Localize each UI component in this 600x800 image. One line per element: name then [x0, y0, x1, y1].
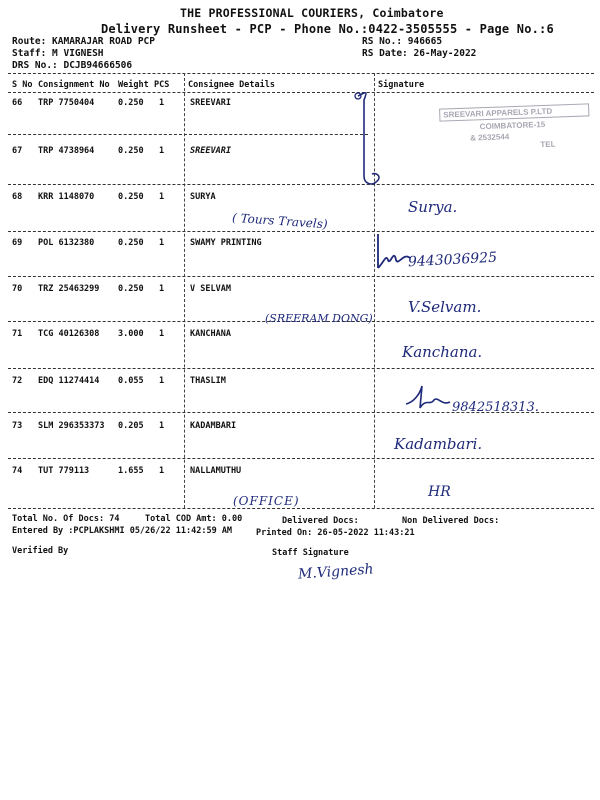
row-consignee: V SELVAM — [190, 284, 231, 294]
verified-by-label: Verified By — [12, 546, 69, 556]
row-consignment-no: TCG 40126308 — [38, 329, 100, 339]
total-docs: Total No. Of Docs: 74 — [12, 514, 120, 524]
row-consignee: SWAMY PRINTING — [190, 238, 262, 248]
row-pcs: 1 — [159, 466, 165, 476]
col-header-signature: Signature — [378, 80, 425, 90]
row-consignee: NALLAMUTHU — [190, 466, 242, 476]
handwritten-signature: V.Selvam. — [408, 298, 482, 316]
signature-bracket — [352, 86, 392, 192]
col-header-consignee: Consignee Details — [188, 80, 275, 90]
row-pcs: 1 — [159, 376, 165, 386]
rs-date: RS Date: 26-May-2022 — [362, 48, 477, 59]
staff-signature-label: Staff Signature — [272, 548, 349, 558]
col-header-weight: Weight — [118, 80, 149, 90]
row-rule — [8, 184, 594, 185]
row-consignment-no: EDQ 11274414 — [38, 376, 100, 386]
row-sno: 68 — [12, 192, 23, 202]
row-pcs: 1 — [159, 421, 165, 431]
handwritten-phone: 9842518313. — [452, 400, 539, 415]
row-sno: 66 — [12, 98, 23, 108]
stamp-line: TEL — [540, 139, 556, 150]
row-rule — [8, 231, 594, 232]
staff-signature: M.Vignesh — [297, 561, 375, 583]
stamp-line: SREEVARI APPARELS P.LTD — [439, 103, 589, 121]
stamp-line: COIMBATORE-15 — [479, 119, 546, 132]
handwritten-signature: HR — [428, 484, 451, 500]
row-consignment-no: TRZ 25463299 — [38, 284, 100, 294]
row-consignee: KANCHANA — [190, 329, 231, 339]
row-rule — [8, 458, 594, 459]
runsheet-subtitle: Delivery Runsheet - PCP - Phone No.:0422-3505555 - Page No.:6 — [101, 22, 554, 36]
staff-label: Staff: M VIGNESH — [12, 48, 104, 59]
row-rule — [8, 276, 594, 277]
row-consignment-no: POL 6132380 — [38, 238, 95, 248]
handwritten-note: (SREERAM DONG) — [265, 312, 373, 325]
col-header-pcs: PCS — [154, 80, 170, 90]
row-weight: 0.250 — [118, 146, 144, 156]
row-consignment-no: KRR 1148070 — [38, 192, 95, 202]
row-consignment-no: TUT 779113 — [38, 466, 90, 476]
row-sno: 70 — [12, 284, 23, 294]
handwritten-note: (OFFICE) — [233, 494, 300, 508]
row-pcs: 1 — [159, 284, 165, 294]
row-sno: 67 — [12, 146, 23, 156]
handwritten-signature: Surya. — [408, 198, 458, 216]
row-sno: 69 — [12, 238, 23, 248]
col-header-sno: S No — [12, 80, 33, 90]
handwritten-note: ( Tours Travels) — [231, 210, 329, 232]
handwritten-phone: 9443036925 — [407, 249, 498, 271]
total-cod: Total COD Amt: 0.00 — [145, 514, 243, 524]
route-label: Route: KAMARAJAR ROAD PCP — [12, 36, 155, 47]
row-sno: 73 — [12, 421, 23, 431]
non-delivered-docs: Non Delivered Docs: — [402, 516, 500, 526]
row-pcs: 1 — [159, 98, 165, 108]
row-sno: 72 — [12, 376, 23, 386]
handwritten-signature: Kanchana. — [402, 343, 483, 361]
row-consignee: THASLIM — [190, 376, 226, 386]
handwritten-scribble — [404, 384, 452, 414]
row-pcs: 1 — [159, 238, 165, 248]
row-consignment-no: TRP 7750404 — [38, 98, 95, 108]
table-top-rule — [8, 73, 594, 74]
rs-number: RS No.: 946665 — [362, 36, 443, 47]
row-consignee: KADAMBARI — [190, 421, 237, 431]
row-weight: 0.250 — [118, 284, 144, 294]
stamp-line: & 2532544 — [469, 132, 510, 143]
row-weight: 0.250 — [118, 238, 144, 248]
row-consignment-no: SLM 296353373 — [38, 421, 105, 431]
entered-by: Entered By :PCPLAKSHMI 05/26/22 11:42:59 AM — [12, 526, 233, 536]
delivered-docs: Delivered Docs: — [282, 516, 359, 526]
drs-number: DRS No.: DCJB94666506 — [12, 60, 133, 71]
row-sno: 74 — [12, 466, 23, 476]
row-sno: 71 — [12, 329, 23, 339]
row-consignee: SREEVARI — [190, 146, 231, 156]
col-header-consignment: Consignment No — [38, 80, 110, 90]
row-weight: 3.000 — [118, 329, 144, 339]
company-title: THE PROFESSIONAL COURIERS, Coimbatore — [180, 6, 444, 20]
row-consignee: SURYA — [190, 192, 216, 202]
row-weight: 0.055 — [118, 376, 144, 386]
row-weight: 1.655 — [118, 466, 144, 476]
printed-on: Printed On: 26-05-2022 11:43:21 — [256, 528, 415, 538]
row-pcs: 1 — [159, 192, 165, 202]
row-weight: 0.250 — [118, 192, 144, 202]
row-weight: 0.250 — [118, 98, 144, 108]
row-rule — [8, 134, 368, 135]
table-bottom-rule — [8, 508, 594, 509]
row-pcs: 1 — [159, 329, 165, 339]
table-header-rule — [8, 92, 594, 93]
column-divider-left — [184, 73, 185, 508]
row-consignee: SREEVARI — [190, 98, 231, 108]
row-consignment-no: TRP 4738964 — [38, 146, 95, 156]
row-rule — [8, 368, 594, 369]
company-stamp — [439, 103, 591, 164]
row-weight: 0.205 — [118, 421, 144, 431]
row-pcs: 1 — [159, 146, 165, 156]
handwritten-signature: Kadambari. — [394, 435, 483, 453]
